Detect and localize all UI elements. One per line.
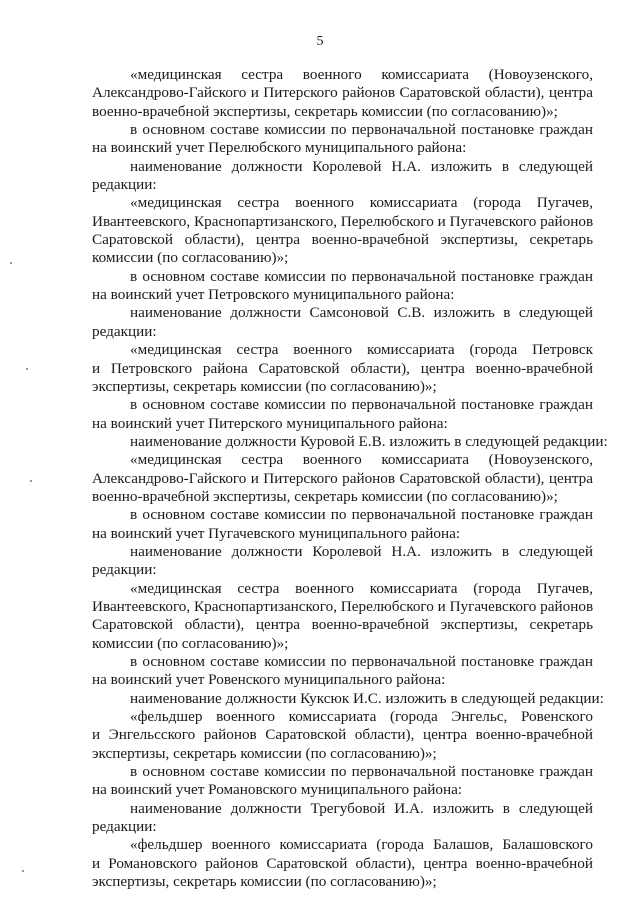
text-line: наименование должности Куксюк И.С. изложить в следующей редакции: <box>130 689 604 707</box>
text-line: «фельдшер военного комиссариата (города Энгельс, Ровенского <box>130 708 593 726</box>
text-line: Саратовской области), центра военно-врачебной экспертизы, секретарь <box>92 231 593 249</box>
paragraph <box>92 836 593 891</box>
text-line: на воинский учет Петровского муниципального района: <box>92 286 455 304</box>
paragraph <box>92 800 593 837</box>
text-line: «фельдшер военного комиссариата (города Балашов, Балашовского <box>130 836 593 854</box>
paragraph <box>92 580 593 653</box>
text-line: Саратовской области), центра военно-врачебной экспертизы, секретарь <box>92 616 593 634</box>
paragraph <box>92 689 604 708</box>
text-line: наименование должности Королевой Н.А. изложить в следующей <box>130 157 593 175</box>
text-line: на воинский учет Питерского муниципального района: <box>92 414 448 432</box>
text-line: наименование должности Самсоновой С.В. изложить в следующей <box>130 304 593 322</box>
paragraph <box>92 396 593 433</box>
text-line: Ивантеевского, Краснопартизанского, Перелюбского и Пугачевского районов <box>92 597 594 615</box>
text-line: в основном составе комиссии по первоначальной постановке граждан <box>130 121 593 139</box>
text-line: «медицинская сестра военного комиссариата (города Петровск <box>130 341 593 359</box>
paragraph <box>92 543 593 580</box>
text-line: в основном составе комиссии по первоначальной постановке граждан <box>130 506 593 524</box>
text-line: и Петровского района Саратовской области), центра военно-врачебной <box>92 359 593 377</box>
paragraph <box>92 268 593 305</box>
text-line: «медицинская сестра военного комиссариата (Новоузенского, <box>130 66 593 83</box>
scan-speck <box>30 480 32 482</box>
text-line: военно-врачебной экспертизы, секретарь комиссии (по согласованию)»; <box>92 102 558 120</box>
text-line: «медицинская сестра военного комиссариата (города Пугачев, <box>130 194 593 212</box>
text-line: комиссии (по согласованию)»; <box>92 634 289 652</box>
paragraph <box>92 451 593 506</box>
paragraph <box>92 653 593 690</box>
text-line: Александрово-Гайского и Питерского районов Саратовской области), центра <box>92 84 593 102</box>
text-line: редакции: <box>92 561 157 579</box>
text-line: экспертизы, секретарь комиссии (по согласованию)»; <box>92 873 437 891</box>
text-line: экспертизы, секретарь комиссии (по согласованию)»; <box>92 377 437 395</box>
text-line: на воинский учет Романовского муниципального района: <box>92 781 463 799</box>
paragraph <box>92 506 593 543</box>
paragraph <box>92 763 593 800</box>
text-line: в основном составе комиссии по первоначальной постановке граждан <box>130 396 593 414</box>
text-line: «медицинская сестра военного комиссариата (города Пугачев, <box>130 579 593 597</box>
text-line: в основном составе комиссии по первоначальной постановке граждан <box>130 267 593 285</box>
text-line: на воинский учет Ровенского муниципального района: <box>92 671 446 689</box>
document-body <box>92 66 608 891</box>
paragraph <box>92 304 593 341</box>
text-line: в основном составе комиссии по первоначальной постановке граждан <box>130 763 593 781</box>
text-line: «медицинская сестра военного комиссариата (Новоузенского, <box>130 451 593 469</box>
text-line: наименование должности Королевой Н.А. изложить в следующей <box>130 542 593 560</box>
text-line: наименование должности Куровой Е.В. изложить в следующей редакции: <box>130 432 608 450</box>
text-line: комиссии (по согласованию)»; <box>92 249 289 267</box>
text-line: наименование должности Трегубовой И.А. изложить в следующей <box>130 799 593 817</box>
text-line: Александрово-Гайского и Питерского районов Саратовской области), центра <box>92 469 593 487</box>
page-number: 5 <box>316 34 324 49</box>
text-line: и Энгельсского районов Саратовской области), центра военно-врачебной <box>92 726 593 744</box>
text-line: экспертизы, секретарь комиссии (по согласованию)»; <box>92 744 437 762</box>
text-line: Ивантеевского, Краснопартизанского, Перелюбского и Пугачевского районов <box>92 212 594 230</box>
scan-speck <box>26 368 28 370</box>
paragraph <box>92 708 593 763</box>
text-line: на воинский учет Пугачевского муниципального района: <box>92 524 461 542</box>
paragraph <box>92 194 593 267</box>
scan-speck <box>10 262 12 264</box>
text-line: редакции: <box>92 818 157 836</box>
paragraph <box>92 158 593 195</box>
text-line: редакции: <box>92 322 157 340</box>
paragraph <box>92 432 608 451</box>
paragraph <box>92 121 593 158</box>
text-line: редакции: <box>92 176 157 194</box>
paragraph <box>92 341 593 396</box>
text-line: на воинский учет Перелюбского муниципального района: <box>92 139 467 157</box>
scan-speck <box>22 870 24 872</box>
text-line: военно-врачебной экспертизы, секретарь комиссии (по согласованию)»; <box>92 487 558 505</box>
paragraph <box>92 66 593 121</box>
text-line: в основном составе комиссии по первоначальной постановке граждан <box>130 653 593 670</box>
text-line: и Романовского районов Саратовской области), центра военно-врачебной <box>92 854 593 872</box>
